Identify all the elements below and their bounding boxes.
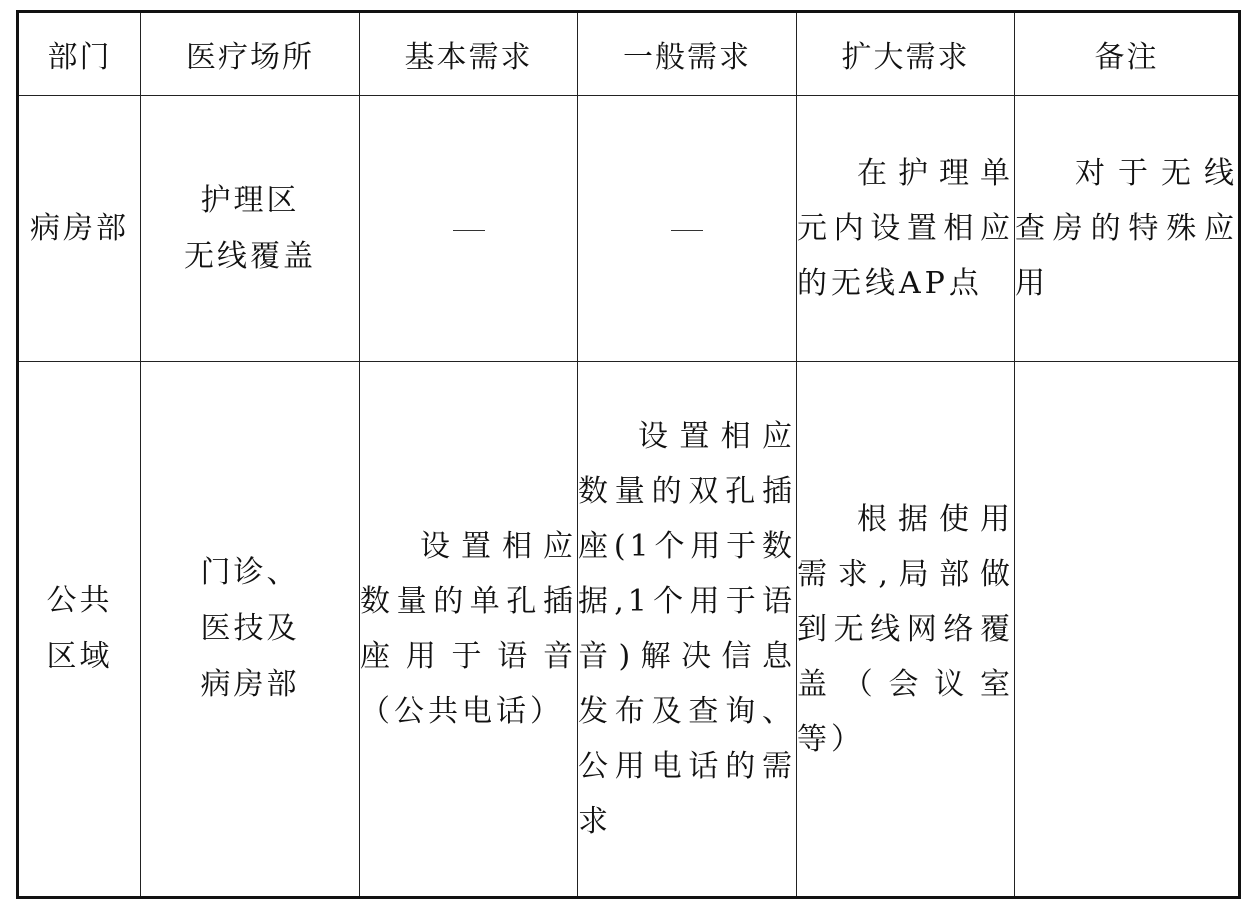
header-department: 部门 <box>18 12 141 96</box>
header-location: 医疗场所 <box>141 12 360 96</box>
table-row <box>18 96 1240 362</box>
cell-note <box>1015 362 1240 898</box>
dash-mark <box>453 230 485 231</box>
header-general: 一般需求 <box>578 12 797 96</box>
cell-note: 对于无线查房的特殊应用 <box>1015 96 1240 362</box>
cell-extended: 在护理单元内设置相应的无线AP点 <box>797 96 1015 362</box>
cell-department: 病房部 <box>18 96 141 362</box>
cell-general <box>578 96 797 362</box>
cell-basic <box>360 96 578 362</box>
header-extended: 扩大需求 <box>797 12 1015 96</box>
table-row <box>18 362 1240 898</box>
cell-basic: 设置相应数量的单孔插座用于语音（公共电话） <box>360 362 578 898</box>
cell-general: 设置相应数量的双孔插座(1个用于数据,1个用于语音)解决信息发布及查询、公用电话的需求 <box>578 362 797 898</box>
requirements-table <box>16 10 1241 899</box>
cell-extended: 根据使用需求,局部做到无线网络覆盖（会议室等） <box>797 362 1015 898</box>
table-header-row <box>18 12 1240 96</box>
header-note: 备注 <box>1015 12 1240 96</box>
cell-location <box>141 96 360 362</box>
cell-department: 公共 区域 <box>18 362 141 898</box>
cell-location: 门诊、 医技及 病房部 <box>141 362 360 898</box>
header-basic: 基本需求 <box>360 12 578 96</box>
dash-mark <box>671 230 703 231</box>
location-text: 护理区 无线覆盖 <box>184 182 316 274</box>
